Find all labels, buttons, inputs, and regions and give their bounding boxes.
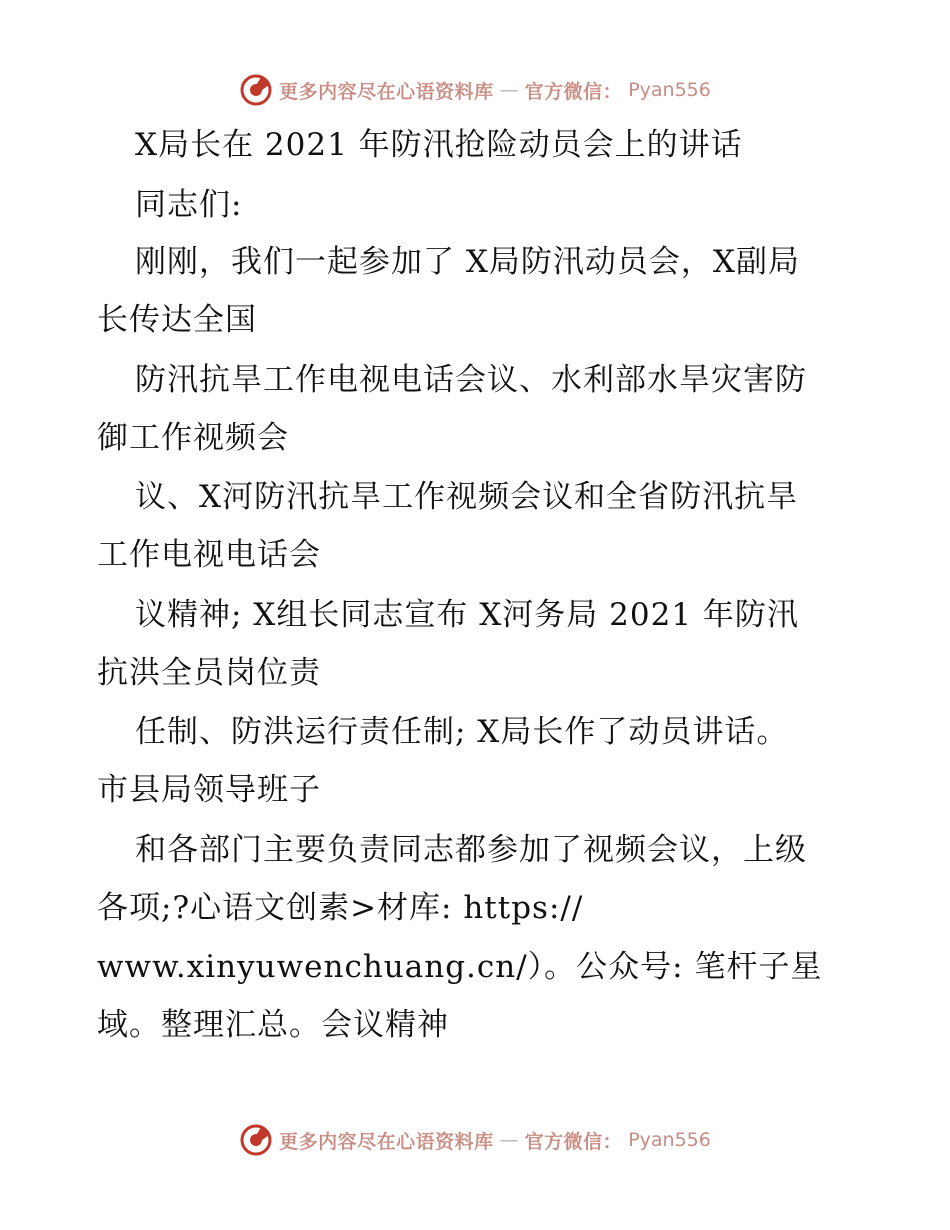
header-watermark	[0, 70, 950, 110]
paragraph-line: 长传达全国	[97, 302, 257, 338]
banner-site-text: 更多内容尽在心语资料库	[279, 1130, 494, 1153]
paragraph-line: 工作电视电话会	[97, 537, 321, 573]
pen-logo-icon	[239, 1123, 273, 1157]
banner-wechat-id: Pyan556	[628, 79, 711, 101]
paragraph-line: 御工作视频会	[97, 420, 289, 456]
paragraph-line: 各项;?心语文创素>材库: https://	[97, 890, 584, 926]
banner-wechat-id: Pyan556	[628, 1129, 711, 1151]
banner-separator: —	[499, 79, 519, 101]
banner-site-text: 更多内容尽在心语资料库	[279, 80, 494, 103]
document-greeting: 同志们:	[135, 187, 243, 223]
paragraph-line: 和各部门主要负责同志都参加了视频会议，上级	[135, 832, 807, 868]
banner-separator: —	[499, 1129, 519, 1151]
footer-watermark	[0, 1120, 950, 1160]
document-title: X局长在 2021 年防汛抢险动员会上的讲话	[135, 127, 743, 163]
banner-wechat-label: 官方微信：	[524, 1130, 623, 1153]
paragraph-line: 议、X河防汛抗旱工作视频会议和全省防汛抗旱	[135, 479, 799, 515]
paragraph-line: 防汛抗旱工作电视电话会议、水利部水旱灾害防	[135, 362, 807, 398]
paragraph-line: 任制、防洪运行责任制; X局长作了动员讲话。	[135, 714, 789, 750]
paragraph-line: 抗洪全员岗位责	[97, 655, 321, 691]
banner-wechat-label: 官方微信：	[524, 80, 623, 103]
paragraph-line: 市县局领导班子	[97, 772, 321, 808]
pen-logo-icon	[239, 73, 273, 107]
paragraph-line: 刚刚，我们一起参加了 X局防汛动员会，X副局	[135, 244, 800, 280]
paragraph-line: 议精神; X组长同志宣布 X河务局 2021 年防汛	[135, 597, 799, 633]
paragraph-line: www.xinyuwenchuang.cn/）。公众号: 笔杆子星	[97, 949, 823, 985]
paragraph-line: 域。整理汇总。会议精神	[97, 1007, 449, 1043]
